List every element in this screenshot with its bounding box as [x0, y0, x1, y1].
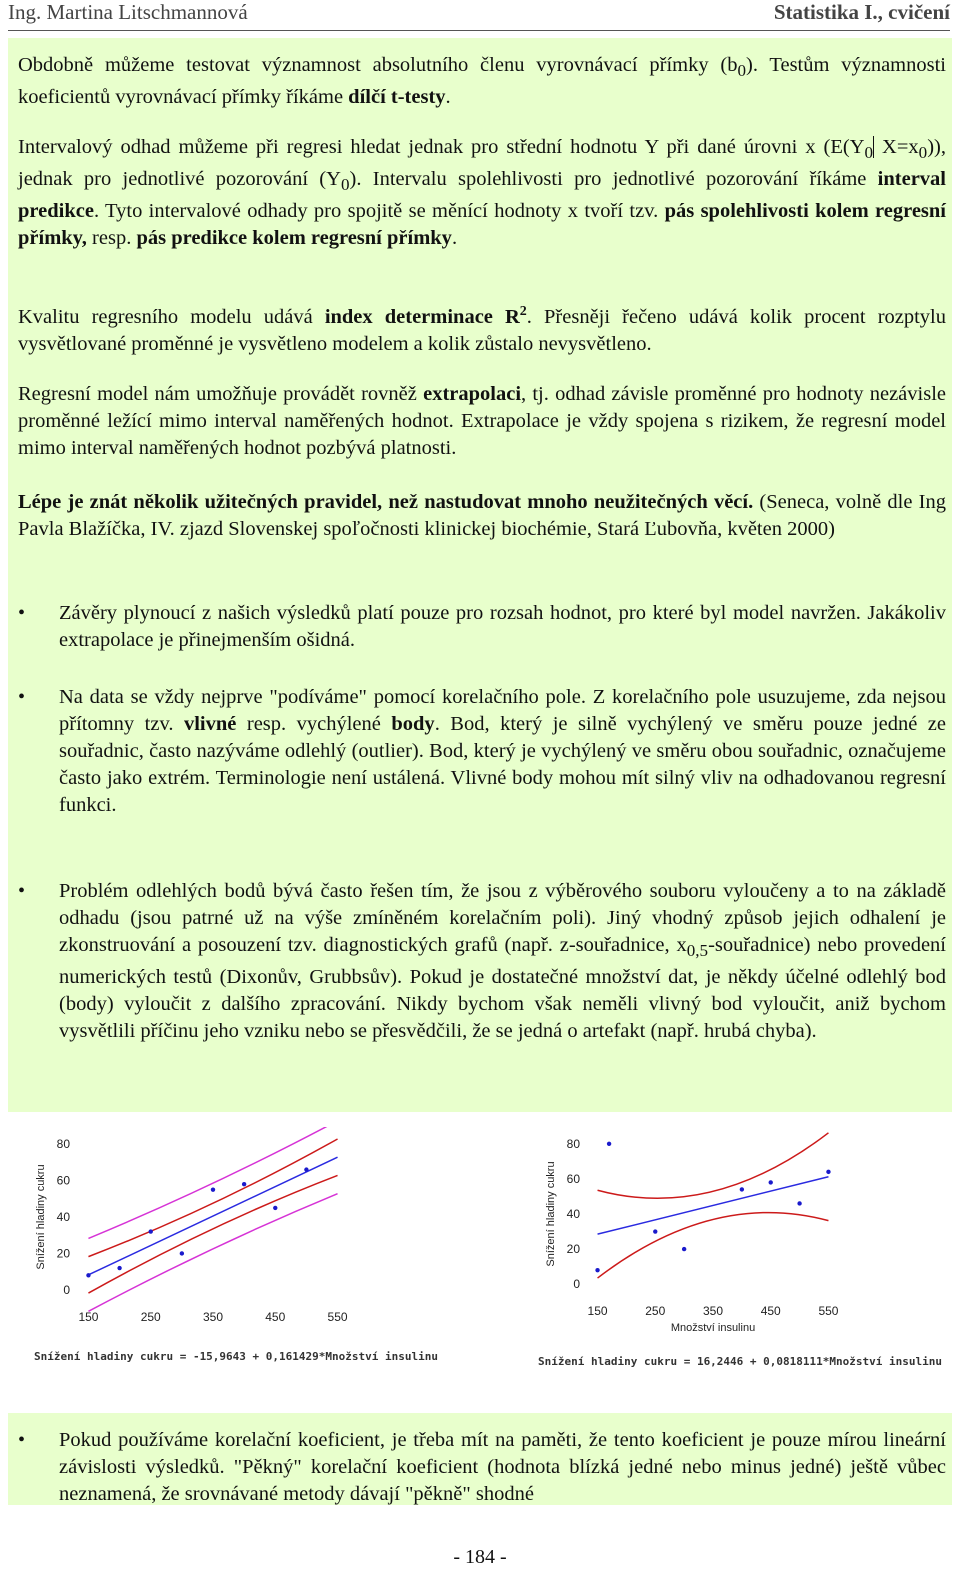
data-point	[797, 1201, 801, 1205]
data-point	[304, 1167, 308, 1171]
bullet-symbol-4: •	[18, 1429, 26, 1451]
bullet-influential-points: Na data se vždy nejprve "podíváme" pomocí korelačního pole. Z korelačního pole usuzujeme, zda nejsou přítomny tzv. vlivné resp. vychýlené body. Bod, který je silně vychýlený ve směru pouze jedné ze souřadnic, často nazýváme odlehlý (outlier). Bod, který je vychýlený ve směru obou souřadnic, označujeme často jako extrém. Terminologie není ustálená. Vlivné body mohou mít silný vliv na odhadovanou regresní funkci.	[59, 686, 946, 816]
regression-line	[88, 1157, 337, 1275]
data-point	[607, 1142, 611, 1146]
y-tick-label: 80	[56, 1137, 70, 1152]
paragraph-determination-index: Kvalitu regresního modelu udává index determinace $R^2$. Přesněji řečeno udává kolik procent rozptylu vysvětlované proměnné je vysvětleno modelem a kolik zůstalo nevysvětleno.	[18, 304, 947, 355]
chart-right	[540, 1127, 960, 1357]
y-tick-label: 80	[566, 1136, 580, 1151]
x-tick-label: 350	[702, 1304, 724, 1318]
bullet-outliers: Problém odlehlých bodů bývá často řešen tím, že jsou z výběrového souboru vyloučeny a to na základě odhadu (jsou patrné už na výše zmíněném korelačním poli). Jiný vhodný způsob jejich odhalení je zkonstruování a posouzení tzv. diagnostických grafů (např. z-souřadnice, $x_{0,5}-souřadnice$) nebo provedení numerických testů (Dixonův, Grubbsův). Pokud je dostatečné množství dat, je někdy účelné odlehlý bod (body) vyloučit z dalšího zpracování. Nikdy bychom však neměli vlivný bod vyloučit, aniž bychom vysvětlili příčinu jeho vzniku nebo se přesvědčili, že se jedná o artefakt (např. hrubá chyba).	[59, 880, 946, 1043]
quote-seneca: Lépe je znát několik užitečných pravidel, než nastudovat mnoho neužitečných věcí. (Seneca, volně dle Ing Pavla Blažíčka, IV. zjazd Slovenskej spoľočnosti klinickej biochémie, Stará Ľubovňa, květen 2000)	[18, 491, 946, 540]
data-point	[682, 1247, 686, 1251]
confidence-band-upper	[88, 1139, 337, 1257]
header-author: Ing. Martina Litschmannová	[8, 0, 248, 24]
bullet-correlation-coefficient: Pokud používáme korelační koeficient, je třeba mít na paměti, že tento koeficient je pouze mírou lineární závislosti výsledků. "Pěkný" korelační koeficient (hodnota blízká jedné nebo minus jedné) ještě vůbec neznamená, že srovnávané metody dávají "pěkně" shodné	[59, 1429, 946, 1505]
regression-chart-1	[30, 1127, 470, 1357]
y-tick-label: 40	[566, 1207, 580, 1221]
x-tick-label: 450	[265, 1310, 286, 1324]
header-course: Statistika I., cvičení	[773, 0, 950, 24]
paragraph-extrapolation: Regresní model nám umožňuje provádět rovněž extrapolaci, tj. odhad závisle proměnné pro hodnoty nezávisle proměnné ležící mimo interval naměřených hodnot. Extrapolace je vždy spojena s rizikem, že regresní model mimo interval naměřených hodnot pozbývá platnosti.	[18, 383, 946, 459]
bullet-extrapolation-warning: Závěry plynoucí z našich výsledků platí pouze pro rozsah hodnot, pro které byl model navržen. Jakákoliv extrapolace je přinejmenším ošidná.	[59, 602, 946, 651]
regression-line	[598, 1177, 829, 1234]
x-tick-label: 550	[818, 1304, 839, 1318]
bullet-symbol-1: •	[18, 602, 26, 624]
data-point	[117, 1266, 121, 1270]
prediction-band-lower	[88, 1194, 337, 1312]
data-point	[242, 1182, 246, 1186]
x-tick-label: 150	[587, 1304, 608, 1318]
y-axis-label: Snížení hladiny cukru	[545, 1161, 557, 1267]
y-axis-label: Snížení hladiny cukru	[35, 1164, 47, 1270]
y-tick-label: 20	[566, 1242, 580, 1257]
data-point	[595, 1268, 599, 1272]
y-tick-label: 20	[56, 1246, 70, 1261]
chart-left	[30, 1127, 470, 1357]
x-tick-label: 250	[140, 1310, 161, 1324]
regression-chart-2	[540, 1127, 960, 1357]
y-tick-label: 60	[566, 1171, 580, 1186]
x-tick-label: 350	[202, 1310, 224, 1324]
data-point	[653, 1229, 657, 1233]
x-tick-label: 250	[645, 1304, 666, 1318]
y-tick-label: 0	[63, 1282, 70, 1297]
page-header	[8, 0, 950, 31]
paragraph-interval-estimate: Intervalový odhad můžeme při regresi hledat jednak pro střední hodnotu Y při dané úrovni x ($E(Y_0$ $X=x_0$)), jednak pro jednotlivé pozorování $(Y_0)$. Intervalu spolehlivosti pro jednotlivé pozorování říkáme interval predikce. Tyto intervalové odhady pro spojitě se měnící hodnoty x tvoří tzv. pás spolehlivosti kolem regresní přímky, resp. pás predikce kolem regresní přímky.	[18, 136, 946, 250]
y-tick-label: 0	[573, 1277, 580, 1292]
y-tick-label: 60	[56, 1173, 70, 1188]
data-point	[180, 1251, 184, 1255]
data-point	[211, 1187, 215, 1191]
prediction-band-upper	[88, 1127, 337, 1238]
x-tick-label: 450	[760, 1304, 781, 1318]
x-tick-label: 150	[78, 1310, 99, 1324]
paragraph-partial-tests: Obdobně můžeme testovat významnost absolutního členu vyrovnávací přímky $(b_0)$. Testům významnosti koeficientů vyrovnávací přímky říkáme dílčí t-testy.	[18, 54, 946, 109]
green-section-1	[8, 38, 952, 1112]
data-point	[149, 1229, 153, 1233]
y-tick-label: 40	[56, 1210, 70, 1224]
data-point	[740, 1187, 744, 1191]
data-point	[86, 1273, 90, 1277]
x-axis-label: Množství insulinu	[670, 1322, 756, 1334]
confidence-band-lower	[598, 1213, 829, 1278]
bullet-symbol-3: •	[18, 880, 26, 902]
bullet-symbol-2: •	[18, 686, 26, 708]
data-point	[273, 1206, 277, 1210]
x-tick-label: 550	[327, 1310, 348, 1324]
equation-left: Snížení hladiny cukru = -15,9643 + 0,161429*Množství insulinu	[34, 1350, 438, 1363]
confidence-band-lower	[88, 1175, 337, 1293]
green-section-2	[8, 1413, 952, 1505]
page-number: - 184 -	[453, 1546, 507, 1568]
data-point	[769, 1180, 773, 1184]
equation-right: Snížení hladiny cukru = 16,2446 + 0,0818111*Množství insulinu	[538, 1355, 942, 1368]
data-point	[826, 1170, 830, 1174]
confidence-band-upper	[598, 1133, 829, 1198]
